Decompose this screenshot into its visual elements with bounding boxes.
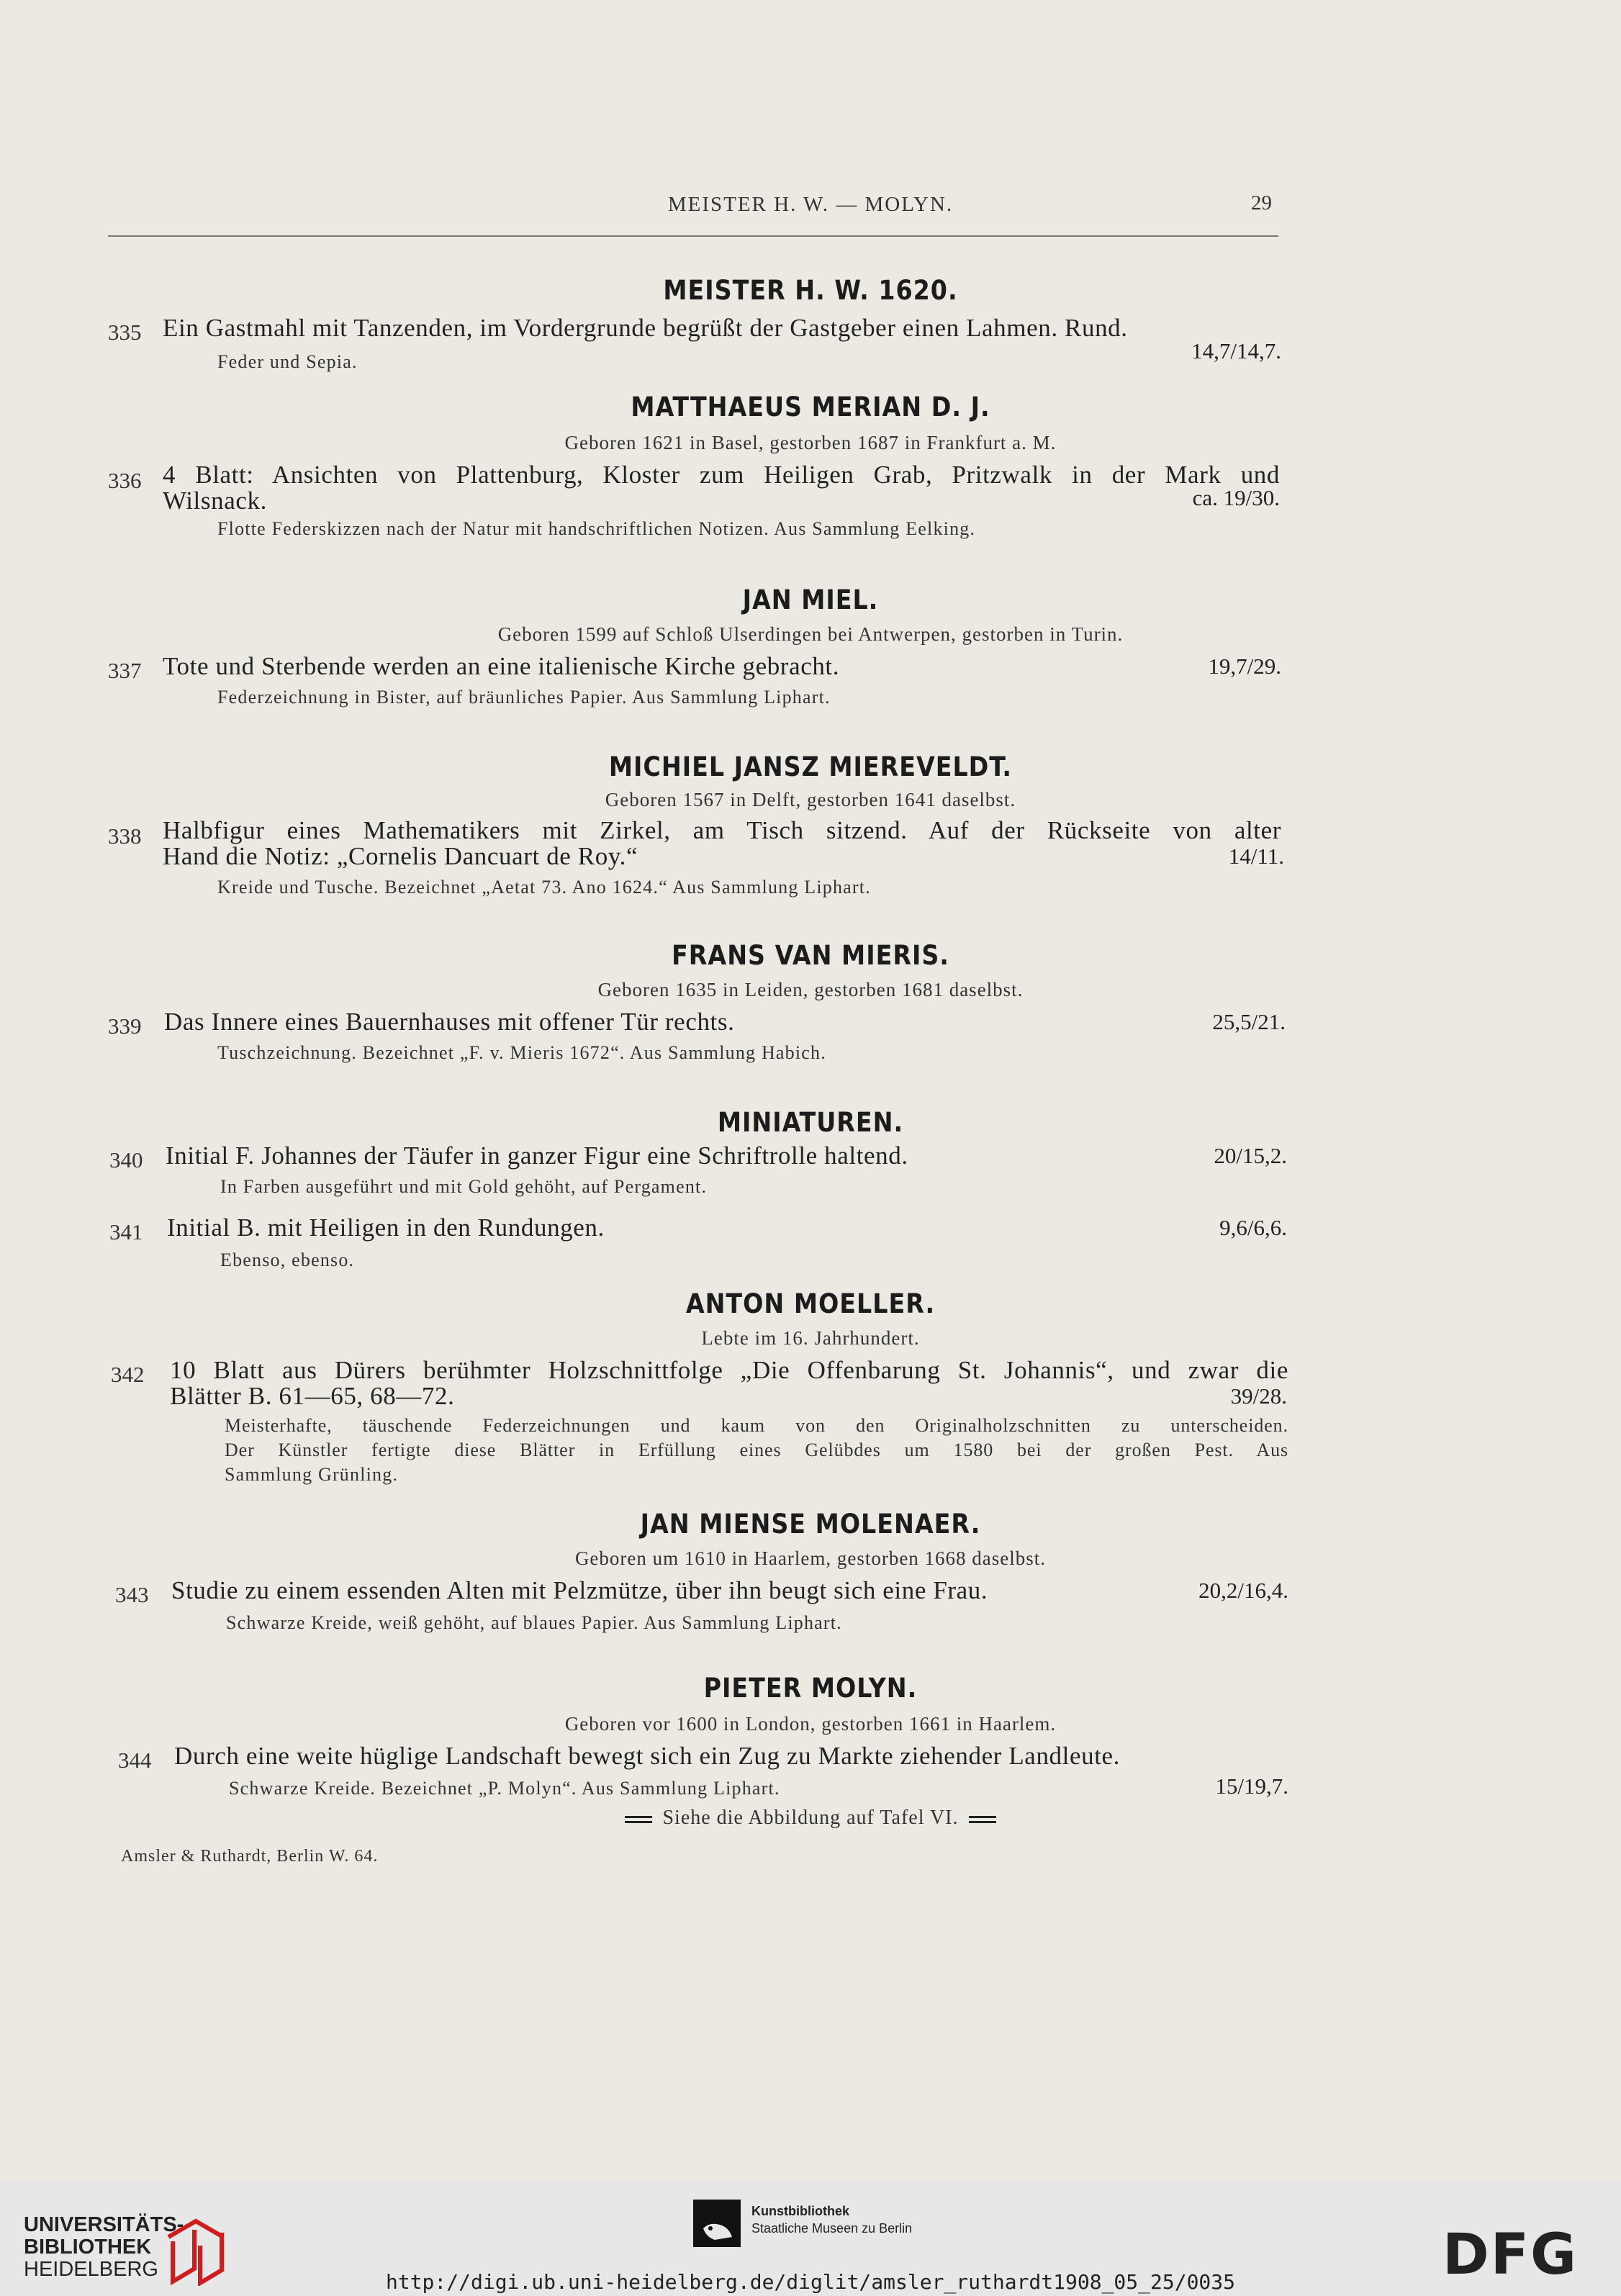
lot-dimensions: ca. 19/30. (1192, 485, 1280, 510)
lot-description: Hand die Notiz: „Cornelis Dancuart de Roy.“ (163, 842, 638, 870)
section-heading: MINIATUREN. (717, 1107, 904, 1138)
artist-heading: MEISTER H. W. 1620. (663, 275, 958, 306)
lot-dimensions: 14,7/14,7. (1191, 338, 1281, 363)
lot-note: Meisterhafte, täuschende Federzeichnungen und kaum von den Originalholzschnitten zu unterscheiden. (225, 1415, 1288, 1436)
lot-number: 338 (108, 823, 142, 849)
artist-heading: MATTHAEUS MERIAN D. J. (631, 392, 990, 422)
lot-dimensions: 25,5/21. (1212, 1009, 1286, 1034)
lot-number: 342 (111, 1362, 145, 1387)
lot-description: 4 Blatt: Ansichten von Plattenburg, Kloster zum Heiligen Grab, Pritzwalk in der Mark und (163, 461, 1280, 489)
lot-note: Schwarze Kreide, weiß gehöht, auf blaues Papier. Aus Sammlung Liphart. (226, 1612, 842, 1633)
artist-heading: PIETER MOLYN. (703, 1673, 918, 1704)
lot-description: 10 Blatt aus Dürers berühmter Holzschnittfolge „Die Offenbarung St. Johannis“, und zwar die (170, 1356, 1288, 1384)
printer-imprint: Amsler & Ruthardt, Berlin W. 64. (121, 1847, 379, 1866)
double-rule-left (625, 1816, 652, 1823)
lot-dimensions: 20/15,2. (1214, 1143, 1287, 1168)
artist-bio: Lebte im 16. Jahrhundert. (701, 1327, 920, 1349)
lot-note: Ebenso, ebenso. (220, 1249, 355, 1270)
lot-note: Federzeichnung in Bister, auf bräunliches Papier. Aus Sammlung Liphart. (217, 687, 831, 708)
lot-dimensions: 39/28. (1230, 1383, 1287, 1409)
lot-note: Der Künstler fertigte diese Blätter in Erfüllung eines Gelübdes um 1580 bei der großen Pest. Aus (225, 1439, 1288, 1460)
dfg-logo[interactable]: DFG (1442, 2223, 1579, 2287)
permalink-url[interactable]: http://digi.ub.uni-heidelberg.de/diglit/amsler_ruthardt1908_05_25/0035 (385, 2270, 1236, 2294)
lot-note: In Farben ausgeführt und mit Gold gehöht, auf Pergament. (220, 1176, 708, 1197)
plate-reference: Siehe die Abbildung auf Tafel VI. (0, 1807, 1621, 1830)
lot-number: 337 (108, 658, 142, 683)
lot-note: Kreide und Tusche. Bezeichnet „Aetat 73. Ano 1624.“ Aus Sammlung Liphart. (217, 877, 871, 898)
kunstbibliothek-wordmark[interactable]: Kunstbibliothek Staatliche Museen zu Berlin (751, 2204, 913, 2236)
lot-description: Halbfigur eines Mathematikers mit Zirkel, am Tisch sitzend. Auf der Rückseite von alter (163, 816, 1281, 844)
lot-description: Das Innere eines Bauernhauses mit offener Tür rechts. (164, 1008, 735, 1036)
lot-note: Tuschzeichnung. Bezeichnet „F. v. Mieris 1672“. Aus Sammlung Habich. (217, 1042, 826, 1063)
lot-description: Durch eine weite hüglige Landschaft bewegt sich ein Zug zu Markte ziehender Landleute. (174, 1742, 1121, 1770)
ub-heidelberg-wordmark[interactable]: UNIVERSITÄTS- BIBLIOTHEK HEIDELBERG (24, 2213, 184, 2281)
lot-number: 339 (108, 1013, 142, 1039)
lot-number: 336 (108, 468, 142, 493)
lot-number: 340 (109, 1147, 143, 1172)
lot-description: Initial F. Johannes der Täufer in ganzer Figur eine Schriftrolle haltend. (166, 1142, 908, 1170)
artist-bio: Geboren um 1610 in Haarlem, gestorben 1668 daselbst. (574, 1547, 1047, 1569)
page-number: 29 (1251, 191, 1272, 214)
lot-number: 341 (109, 1219, 143, 1244)
artist-heading: FRANS VAN MIERIS. (672, 940, 949, 971)
lot-note: Feder und Sepia. (217, 351, 358, 372)
artist-bio: Geboren vor 1600 in London, gestorben 1661 in Haarlem. (564, 1713, 1057, 1735)
lot-description: Blätter B. 61—65, 68—72. (170, 1382, 455, 1410)
lot-description: Wilsnack. (163, 487, 267, 515)
lot-note: Schwarze Kreide. Bezeichnet „P. Molyn“. Aus Sammlung Liphart. (229, 1778, 780, 1799)
double-rule-right (969, 1816, 996, 1823)
lot-description: Ein Gastmahl mit Tanzenden, im Vordergrunde begrüßt der Gastgeber einen Lahmen. Rund. (163, 314, 1128, 342)
artist-bio: Geboren 1599 auf Schloß Ulserdingen bei Antwerpen, gestorben in Turin. (497, 623, 1124, 645)
lot-note: Sammlung Grünling. (225, 1464, 399, 1485)
kunstbibliothek-logo-icon[interactable] (693, 2200, 741, 2247)
lot-number: 343 (115, 1582, 149, 1607)
artist-bio: Geboren 1635 in Leiden, gestorben 1681 daselbst. (597, 979, 1024, 1000)
artist-bio: Geboren 1567 in Delft, gestorben 1641 daselbst. (605, 789, 1016, 810)
lot-number: 335 (108, 320, 142, 345)
lot-dimensions: 14/11. (1228, 844, 1284, 869)
running-title: MEISTER H. W. — MOLYN. (667, 193, 954, 216)
artist-bio: Geboren 1621 in Basel, gestorben 1687 in Frankfurt a. M. (564, 432, 1057, 453)
artist-heading: JAN MIEL. (742, 584, 879, 615)
lot-dimensions: 15/19,7. (1215, 1773, 1288, 1799)
artist-heading: ANTON MOELLER. (685, 1288, 936, 1319)
lot-dimensions: 9,6/6,6. (1219, 1215, 1287, 1240)
lot-note: Flotte Federskizzen nach der Natur mit handschriftlichen Notizen. Aus Sammlung Eelking. (217, 518, 976, 539)
artist-heading: MICHIEL JANSZ MIEREVELDT. (608, 751, 1013, 782)
lot-dimensions: 20,2/16,4. (1198, 1578, 1288, 1603)
digitization-footer (0, 2181, 1621, 2296)
artist-heading: JAN MIENSE MOLENAER. (640, 1509, 981, 1540)
header-rule (108, 235, 1278, 237)
lot-number: 344 (118, 1748, 152, 1773)
lot-dimensions: 19,7/29. (1208, 654, 1281, 679)
lot-description: Studie zu einem essenden Alten mit Pelzmütze, über ihn beugt sich eine Frau. (171, 1576, 988, 1604)
lot-description: Initial B. mit Heiligen in den Rundungen. (167, 1213, 605, 1242)
lot-description: Tote und Sterbende werden an eine italienische Kirche gebracht. (163, 652, 840, 680)
